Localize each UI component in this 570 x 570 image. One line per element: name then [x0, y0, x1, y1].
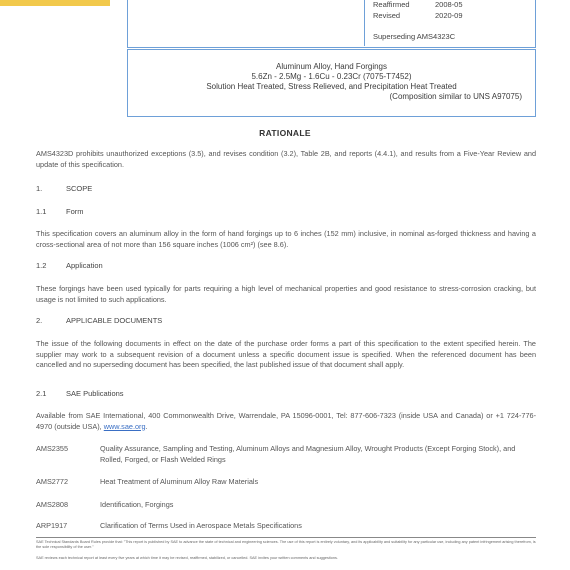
superseding-text: Superseding AMS4323C	[373, 32, 456, 41]
revised-label: Revised	[373, 11, 401, 20]
logo	[0, 0, 110, 6]
revised-value: 2020-09	[435, 11, 463, 20]
document-description: Identification, Forgings	[100, 500, 174, 509]
section-number: 2.1	[36, 389, 47, 398]
sae-publications-text: Available from SAE International, 400 Commonwealth Drive, Warrendale, PA 15096-0001, Tel: 877-606-7323 (inside USA and Canada) or +1 724-776-4970 (outside USA), www.sae.org.	[36, 411, 536, 431]
footer-review-notice: SAE reviews each technical report at least every five years at which time it may be revised, reaffirmed, stabilized, or cancelled. SAE invites your written comments and suggestions.	[36, 556, 338, 560]
header-box	[127, 0, 536, 48]
title-line-3: Solution Heat Treated, Stress Relieved, and Precipitation Heat Treated	[206, 82, 457, 91]
section-title: SCOPE	[66, 184, 93, 193]
title-line-1: Aluminum Alloy, Hand Forgings	[275, 62, 387, 71]
section-title: SAE Publications	[66, 389, 124, 398]
section-1-2-heading	[36, 261, 103, 270]
document-code: AMS2772	[36, 477, 69, 486]
sae-website-link[interactable]: www.sae.org	[103, 421, 146, 431]
header-divider	[364, 0, 365, 46]
rationale-heading: RATIONALE	[259, 128, 311, 138]
document-code: AMS2808	[36, 500, 69, 509]
section-2-1-heading	[36, 389, 124, 398]
footer-notice: SAE Technical Standards Board Rules provide that: "This report is published by SAE to advance the state of technical and engineering sciences. The use of this report is entirely voluntary, and its applicability and suitability for any particular use, including any patent infringement arising therefrom, is the sole responsibility of the user."	[36, 540, 536, 549]
revised-row	[373, 11, 463, 20]
footer-divider	[36, 537, 536, 538]
section-number: 1.	[36, 184, 43, 193]
section-number: 2.	[36, 316, 43, 325]
sae-address: Available from SAE International, 400 Commonwealth Drive, Warrendale, PA 15096-0001, Tel: 877-606-7323 (inside USA and Canada) or +1 724-776-4970 (outside USA),	[36, 411, 536, 431]
section-title: Form	[66, 207, 84, 216]
document-description: Heat Treatment of Aluminum Alloy Raw Materials	[100, 477, 259, 486]
application-text: These forgings have been used typically for parts requiring a high level of mechanical properties and good resistance to stress-corrosion cracking, but usage is not limited to such applications.	[36, 284, 536, 304]
section-1-1-heading	[36, 207, 84, 216]
form-text: This specification covers an aluminum alloy in the form of hand forgings up to 6 inches (152 mm) inclusive, in nominal as-forged thickness and having a cross-sectional area of not more than 156 square inches (1006 cm²) (see 8.6).	[36, 229, 536, 249]
reaffirmed-row	[373, 0, 463, 9]
reaffirmed-value: 2008-05	[435, 0, 463, 9]
document-code: AMS2355	[36, 444, 69, 453]
section-number: 1.2	[36, 261, 47, 270]
title-line-4: (Composition similar to UNS A97075)	[389, 92, 522, 101]
section-1-heading	[36, 184, 92, 193]
section-number: 1.1	[36, 207, 47, 216]
document-description: Clarification of Terms Used in Aerospace Metals Specifications	[100, 521, 302, 530]
section-2-heading	[36, 316, 162, 325]
section-title: Application	[66, 261, 103, 270]
section-title: APPLICABLE DOCUMENTS	[66, 316, 163, 325]
document-description: Quality Assurance, Sampling and Testing, Aluminum Alloys and Magnesium Alloy, Wrought Products (Except Forging Stock), and Rolled, Forged, or Flash Welded Rings	[100, 444, 516, 464]
applicable-documents-text: The issue of the following documents in effect on the date of the purchase order forms a part of this specification to the extent specified herein. The supplier may work to a subsequent revision of a document unless a specific document issue is specified. When the referenced document has been cancelled and no superseding document has been specified, the last published issue of that document shall apply.	[36, 339, 536, 369]
document-code: ARP1917	[36, 521, 68, 530]
title-line-2: 5.6Zn - 2.5Mg - 1.6Cu - 0.23Cr (7075-T7452)	[251, 72, 412, 81]
reaffirmed-label: Reaffirmed	[373, 0, 410, 9]
rationale-text: AMS4323D prohibits unauthorized exceptions (3.5), and revises condition (3.2), Table 2B, and reports (4.4.1), and results from a Five-Year Review and update of this specification.	[36, 149, 536, 169]
